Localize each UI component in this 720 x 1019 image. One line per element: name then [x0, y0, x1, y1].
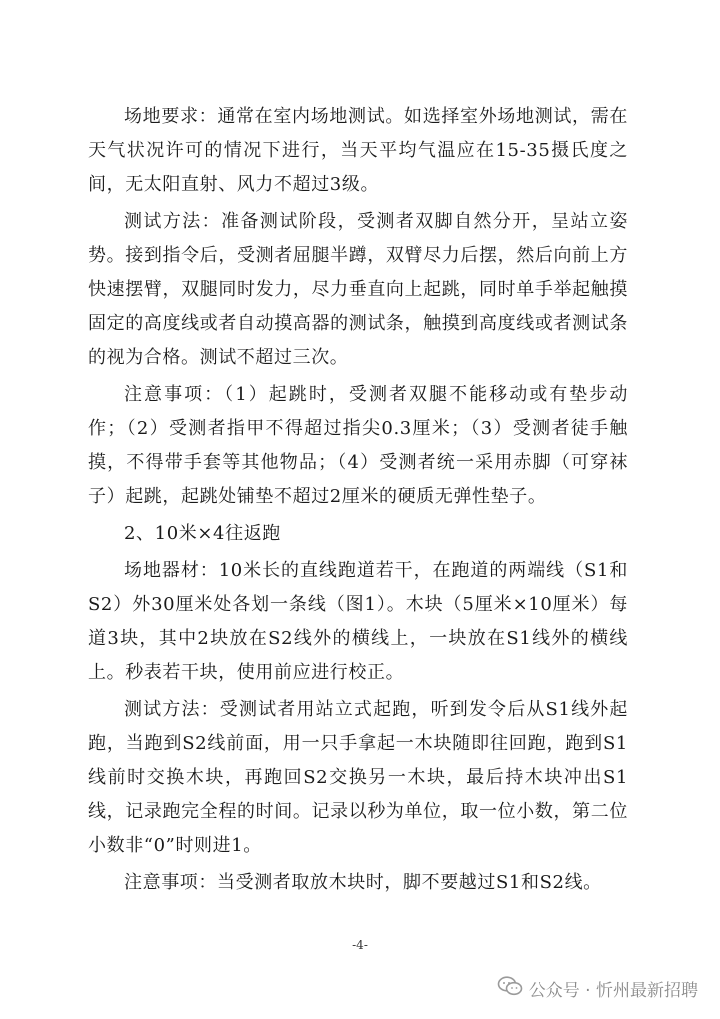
page-number: -4- [352, 938, 368, 952]
notes-paragraph: 注意事项：（1）起跳时，受测者双腿不能移动或有垫步动作；（2）受测者指甲不得超过指尖0.3厘米；（3）受测者徒手触摸，不得带手套等其他物品；（4）受测者统一采用赤脚（可穿袜子）起跳，起跳处铺垫不超过2厘米的硬质无弹性垫子。 [88, 384, 628, 507]
watermark-text: 公众号 · 忻州最新招聘 [528, 981, 698, 1001]
watermark [497, 976, 698, 1001]
shuttle-notes-paragraph: 注意事项：当受测者取放木块时，脚不要越过S1和S2线。 [124, 872, 602, 893]
wechat-icon [497, 976, 523, 1001]
document-page [88, 100, 628, 903]
test-method-paragraph: 测试方法：准备测试阶段，受测者双脚自然分开，呈站立姿势。接到指令后，受测者屈腿半蹲，双臂尽力后摆，然后向前上方快速摆臂，双腿同时发力，尽力垂直向上起跳，同时单手举起触摸固定的高度线或者自动摸高器的测试条，触摸到高度线或者测试条的视为合格。测试不超过三次。 [88, 211, 628, 368]
venue-requirements-paragraph: 场地要求：通常在室内场地测试。如选择室外场地测试，需在天气状况许可的情况下进行，当天平均气温应在15-35摄氏度之间，无太阳直射、风力不超过3级。 [88, 106, 628, 195]
equipment-paragraph: 场地器材：10米长的直线跑道若干，在跑道的两端线（S1和S2）外30厘米处各划一条线（图1）。木块（5厘米×10厘米）每道3块，其中2块放在S2线外的横线上，一块放在S1线外的横线上。秒表若干块，使用前应进行校正。 [88, 560, 628, 683]
section-heading-shuttle-run: 2、10米×4往返跑 [124, 523, 281, 544]
shuttle-test-method-paragraph: 测试方法：受测试者用站立式起跑，听到发令后从S1线外起跑，当跑到S2线前面，用一只手拿起一木块随即往回跑，跑到S1线前时交换木块，再跑回S2交换另一木块，最后持木块冲出S1线，记录跑完全程的时间。记录以秒为单位，取一位小数，第二位小数非“0”时则进1。 [88, 699, 628, 856]
